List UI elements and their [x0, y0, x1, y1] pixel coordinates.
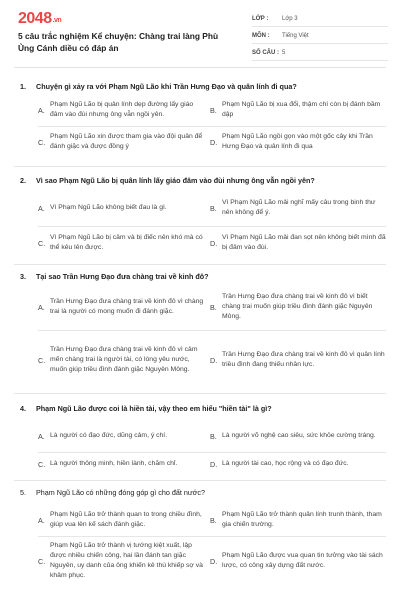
- option-c[interactable]: [38, 130, 206, 154]
- option-key: C.: [38, 137, 46, 147]
- option-key: B.: [210, 105, 217, 115]
- option-key: A.: [38, 105, 45, 115]
- option-text: Phạm Ngũ Lão ngồi gọn vào một gốc cây khi Trần Hưng Đạo và quân lính đi qua: [222, 133, 373, 150]
- question-1: [14, 82, 386, 150]
- option-key: A.: [38, 203, 45, 213]
- question-text: Phạm Ngũ Lão được coi là hiền tài, vậy theo em hiểu "hiền tài" là gì?: [36, 404, 272, 413]
- logo-suffix: .vn: [52, 17, 62, 24]
- option-a[interactable]: [38, 196, 206, 220]
- option-key: D.: [210, 238, 218, 248]
- question-heading: [14, 488, 386, 498]
- option-key: C.: [38, 238, 46, 248]
- info-label: LỚP :: [252, 15, 269, 22]
- info-value: Lớp 3: [282, 15, 298, 22]
- option-d[interactable]: [210, 130, 386, 154]
- question-separator: [14, 480, 386, 481]
- question-3: [14, 272, 386, 373]
- header-divider: [14, 67, 386, 68]
- option-b[interactable]: [210, 196, 386, 220]
- question-heading: [14, 82, 386, 92]
- info-row-count: [252, 45, 388, 61]
- question-text: Vì sao Phạm Ngũ Lão bị quân lính lấy giáo đâm vào đùi nhưng ông vẫn ngồi yên?: [36, 176, 315, 185]
- info-label: MÔN :: [252, 32, 270, 39]
- question-heading: [14, 176, 386, 186]
- option-d[interactable]: [210, 338, 386, 382]
- question-heading: [14, 272, 386, 282]
- option-key: A.: [38, 431, 45, 441]
- option-text: Trần Hưng Đạo đưa chàng trai về kinh đô vì biết chàng trai muốn giúp triều đình đánh giặc Nguyên Mông.: [222, 293, 373, 320]
- option-separator: [38, 330, 386, 331]
- option-separator: [38, 226, 386, 227]
- option-text: Là người có đạo đức, dũng cảm, ý chí.: [50, 432, 168, 440]
- question-number: 2.: [20, 176, 26, 185]
- info-value: Tiếng Việt: [282, 32, 309, 39]
- option-text: Là người thông minh, hiền lành, chăm chỉ.: [50, 460, 178, 468]
- option-text: Trần Hưng Đạo đưa chàng trai về kinh đô vì chàng trai là người có mong muốn đi đánh giặc.: [50, 298, 204, 315]
- info-label: SỐ CÂU :: [252, 49, 279, 56]
- option-b[interactable]: [210, 98, 386, 122]
- option-b[interactable]: [210, 508, 386, 532]
- question-text: Phạm Ngũ Lão có những đóng góp gì cho đất nước?: [36, 488, 205, 497]
- option-key: D.: [210, 556, 218, 566]
- option-key: B.: [210, 431, 217, 441]
- option-separator: [38, 536, 386, 537]
- option-text: Phạm Ngũ Lão trở thành quân lính trunh thành, tham gia chiến trường.: [222, 511, 382, 528]
- question-heading: [14, 404, 386, 414]
- question-separator: [14, 393, 386, 394]
- document-header: [0, 0, 400, 62]
- option-text: Trần Hưng Đạo đưa chàng trai về kinh đô vì cảm mến chàng trai là người tài, có lòng yêu nước, muốn giúp triều đình đánh giặc Nguyên Mông.: [50, 346, 198, 373]
- option-c[interactable]: [38, 541, 206, 581]
- option-text: Phạm Ngũ Lão trở thành quan to trong chiều đình, giúp vua lên kế sách đánh giặc.: [50, 511, 202, 528]
- option-key: C.: [38, 556, 46, 566]
- option-b[interactable]: [210, 424, 386, 448]
- option-key: A.: [38, 515, 45, 525]
- option-separator: [38, 452, 386, 453]
- option-key: B.: [210, 203, 217, 213]
- option-key: D.: [210, 137, 218, 147]
- info-panel: [252, 11, 388, 62]
- option-text: Là người võ nghệ cao siêu, sức khỏe cường tráng.: [222, 432, 376, 440]
- option-key: C.: [38, 355, 46, 365]
- option-text: Phạm Ngũ Lão bị xua đổi, thậm chí còn bị đánh bầm dập: [222, 101, 381, 118]
- info-row-class: [252, 11, 388, 27]
- option-text: Vì Phạm Ngũ Lão không biết đau là gì.: [50, 204, 167, 212]
- option-key: D.: [210, 459, 218, 469]
- option-text: Vì Phạm Ngũ Lão mải đan sọt nên không biết mình đã bị đâm vào đùi.: [222, 234, 386, 251]
- option-c[interactable]: [38, 338, 206, 382]
- option-d[interactable]: [210, 541, 386, 581]
- option-c[interactable]: [38, 231, 206, 255]
- question-text: Chuyện gì xảy ra với Phạm Ngũ Lão khi Trần Hưng Đạo và quân lính đi qua?: [36, 82, 297, 91]
- option-a[interactable]: [38, 508, 206, 532]
- info-value: 5: [282, 49, 286, 56]
- question-separator: [14, 264, 386, 265]
- option-key: B.: [210, 302, 217, 312]
- question-number: 1.: [20, 82, 26, 91]
- option-a[interactable]: [38, 424, 206, 448]
- option-text: Phạm Ngũ Lão bị quân lính dẹp đường lấy giáo đâm vào đùi nhưng ông vẫn ngồi yên.: [50, 101, 194, 118]
- option-b[interactable]: [210, 290, 386, 324]
- question-number: 3.: [20, 272, 26, 281]
- question-4: [14, 404, 386, 469]
- option-key: D.: [210, 355, 218, 365]
- option-d[interactable]: [210, 456, 386, 472]
- question-number: 5.: [20, 488, 26, 497]
- option-text: Là người tài cao, học rộng và có đạo đức.: [222, 460, 349, 468]
- question-text: Tại sao Trần Hưng Đạo đưa chàng trai về kinh đô?: [36, 272, 209, 281]
- option-text: Phạm Ngũ Lão xin được tham gia vào đội quân để đánh giặc và được đồng ý: [50, 133, 203, 150]
- logo-main: 2048: [18, 10, 52, 27]
- option-a[interactable]: [38, 98, 206, 122]
- option-text: Vì Phạm Ngũ Lão mải nghĩ mấy câu trong binh thư nên không để ý.: [222, 199, 376, 216]
- question-2: [14, 176, 386, 251]
- option-text: Vì Phạm Ngũ Lão bị câm và bị điếc nên khó mà có thể kêu lên được.: [50, 234, 203, 251]
- option-text: Trần Hưng Đạo đưa chàng trai về kinh đô vì quân lính triều đình đang thiếu nhân lực.: [222, 351, 385, 368]
- option-separator: [38, 126, 386, 127]
- question-5: [14, 488, 386, 579]
- question-separator: [14, 166, 386, 167]
- page-title: 5 câu trắc nghiệm Kể chuyện: Chàng trai làng Phù Ủng Cánh diều có đáp án: [18, 31, 219, 53]
- option-key: A.: [38, 302, 45, 312]
- option-a[interactable]: [38, 290, 206, 324]
- option-key: C.: [38, 459, 46, 469]
- question-number: 4.: [20, 404, 26, 413]
- option-c[interactable]: [38, 456, 206, 472]
- option-text: Phạm Ngũ Lão được vua quan tin tưởng vào tài sách lược, có công xây dựng đất nước.: [222, 552, 383, 569]
- site-logo[interactable]: [18, 10, 61, 28]
- option-text: Phạm Ngũ Lão trở thành vị tướng kiệt xuất, lập được nhiều chiến công, hai lần đánh tan giặc Nguyên, uy danh của ông khiến kẻ thù khiếp sợ và khâm phục.: [50, 542, 203, 579]
- option-key: B.: [210, 515, 217, 525]
- info-row-subject: [252, 28, 388, 44]
- option-d[interactable]: [210, 231, 386, 255]
